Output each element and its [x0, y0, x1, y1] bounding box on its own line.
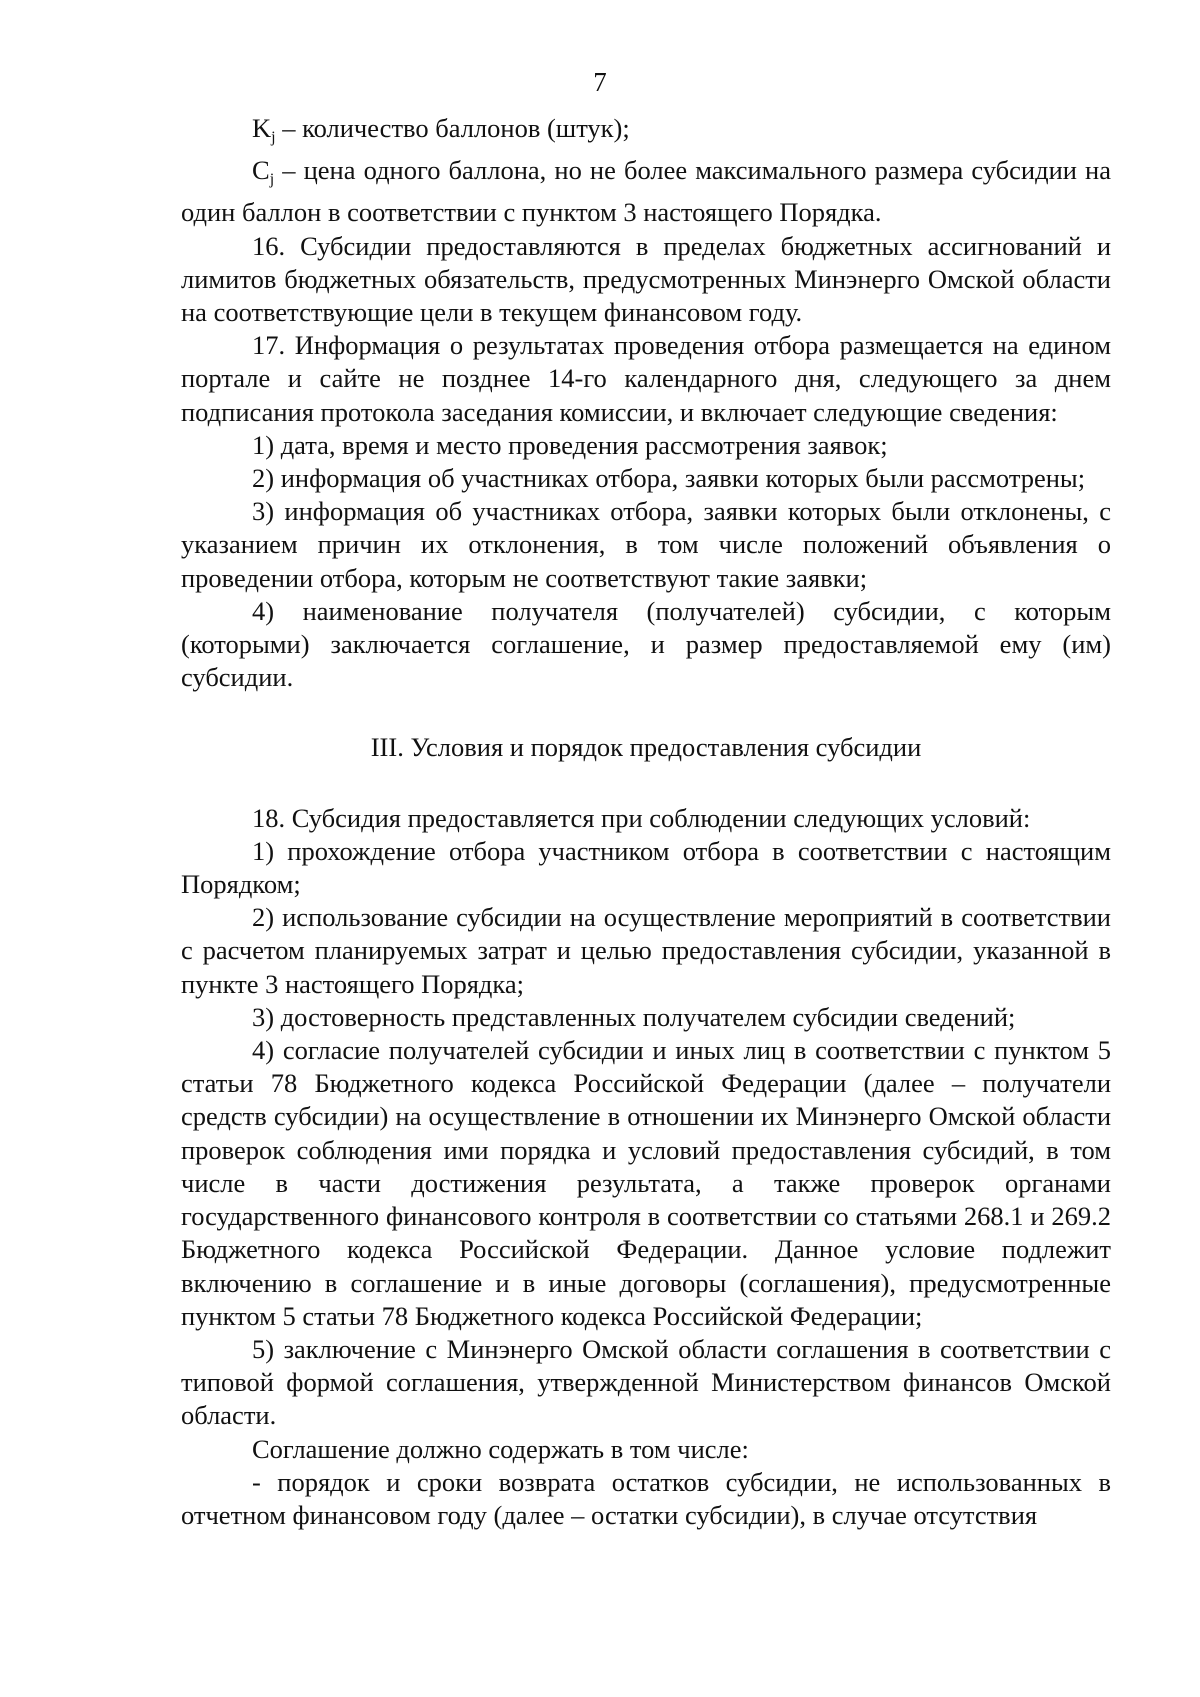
paragraph-18-item-5: 5) заключение с Минэнерго Омской области соглашения в соответствии с типовой формой соглашения, утвержденной Министерством финансов Омской области. [181, 1333, 1111, 1431]
document-body [181, 112, 1111, 1532]
paragraph-18-item-3: 3) достоверность представленных получателем субсидии сведений; [252, 1001, 1016, 1032]
paragraph-18-item-1: 1) прохождение отбора участником отбора в соответствии с настоящим Порядком; [181, 835, 1111, 900]
paragraph-16: 16. Субсидии предоставляются в пределах бюджетных ассигнований и лимитов бюджетных обязательств, предусмотренных Минэнерго Омской области на соответствующие цели в текущем финансовом году. [181, 230, 1111, 328]
kj-text: – количество баллонов (штук); [275, 113, 630, 143]
paragraph-18-item-4: 4) согласие получателей субсидии и иных лиц в соответствии с пунктом 5 статьи 78 Бюджетного кодекса Российской Федерации (далее – получатели средств субсидии) на осуществление в отношении их Минэнерго Омской области проверок соблюдения ими порядка и условий предоставления субсидий, в том числе в части достижения результата, а также проверок органами государственного финансового контроля в соответствии со статьями 268.1 и 269.2 Бюджетного кодекса Российской Федерации. Данное условие подлежит включению в соглашение и в иные договоры (соглашения), предусмотренные пунктом 5 статьи 78 Бюджетного кодекса Российской Федерации; [181, 1035, 1111, 1331]
paragraph-17-item-4: 4) наименование получателя (получателей) субсидии, с которым (которыми) заключается соглашение, и размер предоставляемой ему (им) субсидии. [181, 595, 1111, 693]
kj-subscript: j [271, 129, 276, 146]
kj-definition [181, 112, 1111, 154]
kj-symbol: K [252, 113, 272, 143]
paragraph-17: 17. Информация о результатах проведения отбора размещается на едином портале и сайте не позднее 14-го календарного дня, следующего за днем подписания протокола заседания комиссии, и включает следующие сведения: [181, 330, 1111, 427]
page-number: 7 [593, 67, 607, 97]
cj-symbol: C [252, 155, 270, 186]
paragraph-17-item-3: 3) информация об участниках отбора, заявки которых были отклонены, с указанием причин их отклонения, в том числе положений объявления о проведении отбора, которым не соответствуют такие заявки; [181, 496, 1111, 593]
agreement-item-1: - порядок и сроки возврата остатков субсидии, не использованных в отчетном финансовом году (далее – остатки субсидии), в случае отсутствия [181, 1466, 1111, 1530]
agreement-intro: Соглашение должно содержать в том числе: [252, 1433, 749, 1464]
paragraph-18: 18. Субсидия предоставляется при соблюдении следующих условий: [252, 802, 1031, 833]
paragraph-18-item-2: 2) использование субсидии на осуществление мероприятий в соответствии с расчетом планируемых затрат и целью предоставления субсидии, указанной в пункте 3 настоящего Порядка; [181, 902, 1111, 999]
cj-definition [181, 154, 1111, 229]
paragraph-17-item-1: 1) дата, время и место проведения рассмотрения заявок; [252, 429, 888, 460]
cj-subscript: j [269, 171, 275, 189]
paragraph-17-item-2: 2) информация об участниках отбора, заявки которых были рассмотрены; [252, 463, 1086, 494]
section-title: III. Условия и порядок предоставления субсидии [370, 732, 922, 763]
cj-text: – цена одного баллона, но не более максимального размера субсидии на один баллон в соответствии с пунктом 3 настоящего Порядка. [181, 155, 1111, 228]
